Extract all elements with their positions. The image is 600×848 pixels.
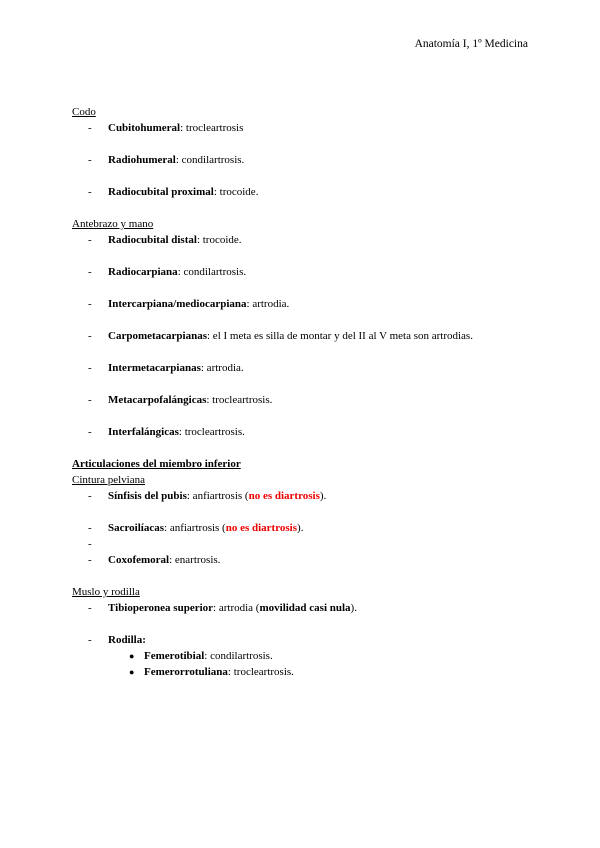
item-desc: : trocleartrosis. (178, 426, 245, 438)
item-desc: : condilartrosis. (175, 154, 245, 166)
list-item (72, 152, 542, 168)
item-term: Sacroilíacas (108, 522, 165, 534)
item-desc: : artrodia. (200, 362, 244, 374)
sub-list-item (72, 648, 542, 664)
list-item (72, 600, 542, 616)
dash-marker: - (88, 522, 92, 534)
item-term: Femerorrotuliana (144, 666, 228, 678)
list-item (72, 120, 542, 136)
list-item (72, 296, 542, 312)
item-term: Radiohumeral (108, 154, 176, 166)
item-term: Femerotibial (144, 650, 205, 662)
warning-note: no es diartrosis (248, 490, 320, 502)
item-desc: : condilartrosis. (204, 650, 273, 662)
item-desc: : trocleartrosis (180, 122, 244, 134)
list-item (72, 488, 542, 504)
bold-note: movilidad casi nula (259, 602, 351, 614)
dash-marker: - (88, 554, 92, 566)
item-term: Metacarpofalángicas (108, 394, 207, 406)
list-item (72, 232, 542, 248)
list-item (72, 520, 542, 536)
item-close: ). (297, 522, 304, 534)
section-heading-antebrazo: Antebrazo y mano (72, 218, 154, 230)
document-content (72, 104, 542, 680)
item-term: Tibioperonea superior (108, 602, 214, 614)
item-term: Radiocubital distal (108, 234, 197, 246)
list-item (72, 552, 542, 568)
dash-marker: - (88, 186, 92, 198)
item-close: ). (350, 602, 357, 614)
dash-marker: - (88, 490, 92, 502)
item-term: Coxofemoral (108, 554, 170, 566)
item-term: Intermetacarpianas (108, 362, 201, 374)
item-term: Sínfisis del pubis (108, 490, 187, 502)
item-desc: : enartrosis. (169, 554, 221, 566)
list-item (72, 360, 542, 376)
dash-marker: - (88, 298, 92, 310)
item-term: Intercarpiana/mediocarpiana (108, 298, 247, 310)
item-term: Rodilla: (108, 634, 146, 646)
bullet-icon: ● (129, 651, 135, 661)
warning-note: no es diartrosis (225, 522, 298, 534)
list-item (72, 328, 542, 344)
section-heading-miembro-inferior: Articulaciones del miembro inferior (72, 458, 241, 470)
item-term: Cubitohumeral (108, 122, 181, 134)
item-desc: : trocoide. (196, 234, 242, 246)
item-term: Radiocarpiana (108, 266, 178, 278)
item-term: Radiocubital proximal (108, 186, 214, 198)
dash-marker: - (88, 122, 92, 134)
section-heading-codo: Codo (72, 106, 96, 118)
page-header: Anatomía I, 1º Medicina (414, 38, 528, 50)
bullet-icon: ● (129, 667, 135, 677)
item-term: Carpometacarpianas (108, 330, 207, 342)
section-heading-muslo: Muslo y rodilla (72, 586, 140, 598)
list-item (72, 392, 542, 408)
item-close: ). (319, 490, 327, 502)
dash-marker: - (88, 362, 92, 374)
dash-marker: - (88, 426, 92, 438)
dash-marker: - (88, 330, 92, 342)
item-desc: : condilartrosis. (177, 266, 247, 278)
dash-marker: - (88, 394, 92, 406)
item-desc: : anfiartrosis ( (164, 522, 226, 534)
list-item (72, 264, 542, 280)
dash-marker: - (88, 266, 92, 278)
dash-marker: - (88, 602, 92, 614)
sub-list-item (72, 664, 542, 680)
dash-marker: - (88, 538, 92, 550)
item-desc: : anfiartrosis ( (186, 490, 249, 502)
item-desc: : el I meta es silla de montar y del II al V meta son artrodias. (207, 330, 473, 342)
item-term: Interfalángicas (108, 426, 179, 438)
section-heading-cintura: Cintura pelviana (72, 474, 146, 486)
dash-marker: - (88, 154, 92, 166)
item-desc: : trocoide. (213, 186, 259, 198)
list-item (72, 424, 542, 440)
list-item (72, 184, 542, 200)
dash-marker: - (88, 634, 92, 646)
item-desc: : trocleartrosis. (227, 666, 294, 678)
item-desc: : artrodia ( (213, 602, 260, 614)
dash-marker: - (88, 234, 92, 246)
list-item (72, 632, 542, 648)
item-desc: : trocleartrosis. (206, 394, 273, 406)
item-desc: : artrodia. (246, 298, 290, 310)
list-item-empty (72, 536, 542, 552)
